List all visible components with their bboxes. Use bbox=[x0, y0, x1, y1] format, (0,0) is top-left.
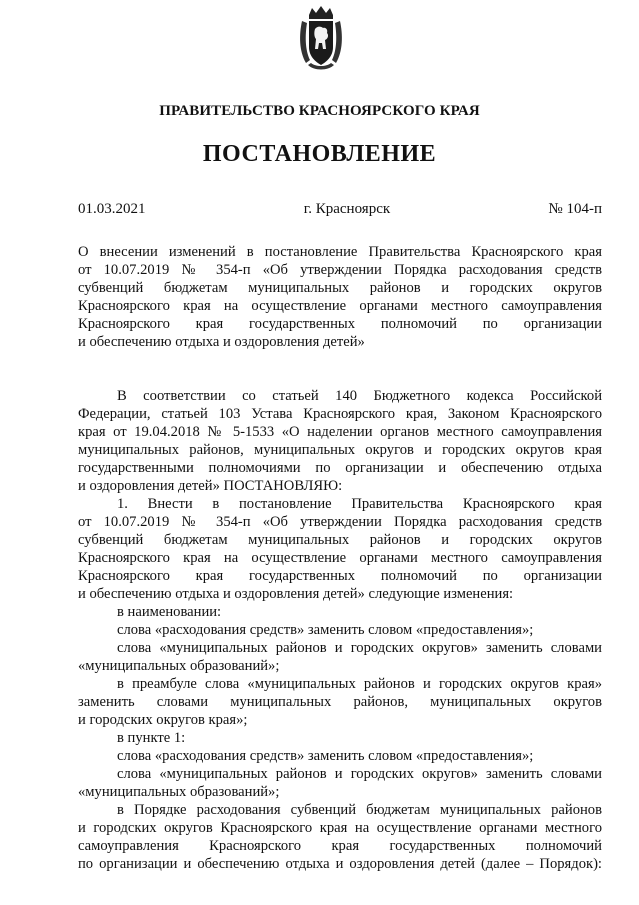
body-line: В соответствии со статьей 140 Бюджетного кодекса Российской bbox=[117, 388, 602, 404]
body-line: Красноярского края государственных полномочий по организации bbox=[78, 568, 602, 584]
body-line: муниципальных районов, муниципальных округов и городских округов края bbox=[78, 442, 602, 458]
body-line: в пункте 1: bbox=[117, 730, 186, 746]
body-line: Федерации, статьей 103 Устава Красноярского края, Законом Красноярского bbox=[78, 406, 602, 422]
document-city: г. Красноярск bbox=[303, 201, 391, 217]
body-line: в наименовании: bbox=[117, 604, 222, 620]
body-line: и городских округов Красноярского края на осуществление органами местного bbox=[78, 820, 602, 836]
body-line: в преамбуле слова «муниципальных районов и городских округов края» bbox=[117, 676, 602, 692]
body-line: «муниципальных образований»; bbox=[78, 784, 280, 800]
body-line: и оздоровления детей» ПОСТАНОВЛЯЮ: bbox=[78, 478, 343, 494]
body-line: самоуправления Красноярского края государственных полномочий bbox=[78, 838, 602, 854]
title-line: и обеспечению отдыха и оздоровления детей» bbox=[78, 334, 365, 350]
body-line: слова «муниципальных районов и городских округов» заменить словами bbox=[117, 640, 602, 656]
paragraph-gap bbox=[78, 351, 602, 369]
document-type: ПОСТАНОВЛЕНИЕ bbox=[202, 141, 437, 167]
body-line: заменить словами муниципальных районов, муниципальных округов bbox=[78, 694, 602, 710]
document-title-block bbox=[78, 243, 602, 351]
title-line: О внесении изменений в постановление Правительства Красноярского края bbox=[78, 244, 602, 260]
body-line: слова «муниципальных районов и городских округов» заменить словами bbox=[117, 766, 602, 782]
document-date: 01.03.2021 bbox=[78, 201, 146, 217]
document-body bbox=[78, 243, 602, 873]
body-line: и обеспечению отдыха и оздоровления детей» следующие изменения: bbox=[78, 586, 514, 602]
body-line: по организации и обеспечению отдыха и оздоровления детей (далее – Порядок): bbox=[78, 856, 602, 872]
body-line: 1. Внести в постановление Правительства Красноярского края bbox=[117, 496, 602, 512]
document-number: № 104-п bbox=[548, 201, 602, 217]
body-line: в Порядке расходования субвенций бюджетам муниципальных районов bbox=[117, 802, 602, 818]
title-line: Красноярского края на осуществление органами местного самоуправления bbox=[78, 298, 602, 314]
paragraph-gap bbox=[78, 369, 602, 387]
document-meta bbox=[78, 201, 602, 218]
body-line: субвенций бюджетам муниципальных районов и городских округов bbox=[78, 532, 602, 548]
title-line: Красноярского края государственных полномочий по организации bbox=[78, 316, 602, 332]
title-line: от 10.07.2019 № 354-п «Об утверждении Порядка расходования средств bbox=[78, 262, 602, 278]
title-line: субвенций бюджетам муниципальных районов и городских округов bbox=[78, 280, 602, 296]
body-line: слова «расходования средств» заменить словом «предоставления»; bbox=[117, 622, 534, 638]
body-line: от 10.07.2019 № 354-п «Об утверждении Порядка расходования средств bbox=[78, 514, 602, 530]
body-line: и городских округов края»; bbox=[78, 712, 248, 728]
document-text-block bbox=[78, 387, 602, 873]
body-line: государственными полномочиями по организации и обеспечению отдыха bbox=[78, 460, 602, 476]
coat-of-arms-icon bbox=[296, 5, 346, 73]
body-line: края от 19.04.2018 № 5-1533 «О наделении органов местного самоуправления bbox=[78, 424, 602, 440]
body-line: «муниципальных образований»; bbox=[78, 658, 280, 674]
government-name: ПРАВИТЕЛЬСТВО КРАСНОЯРСКОГО КРАЯ bbox=[159, 103, 480, 119]
body-line: Красноярского края на осуществление органами местного самоуправления bbox=[78, 550, 602, 566]
body-line: слова «расходования средств» заменить словом «предоставления»; bbox=[117, 748, 534, 764]
